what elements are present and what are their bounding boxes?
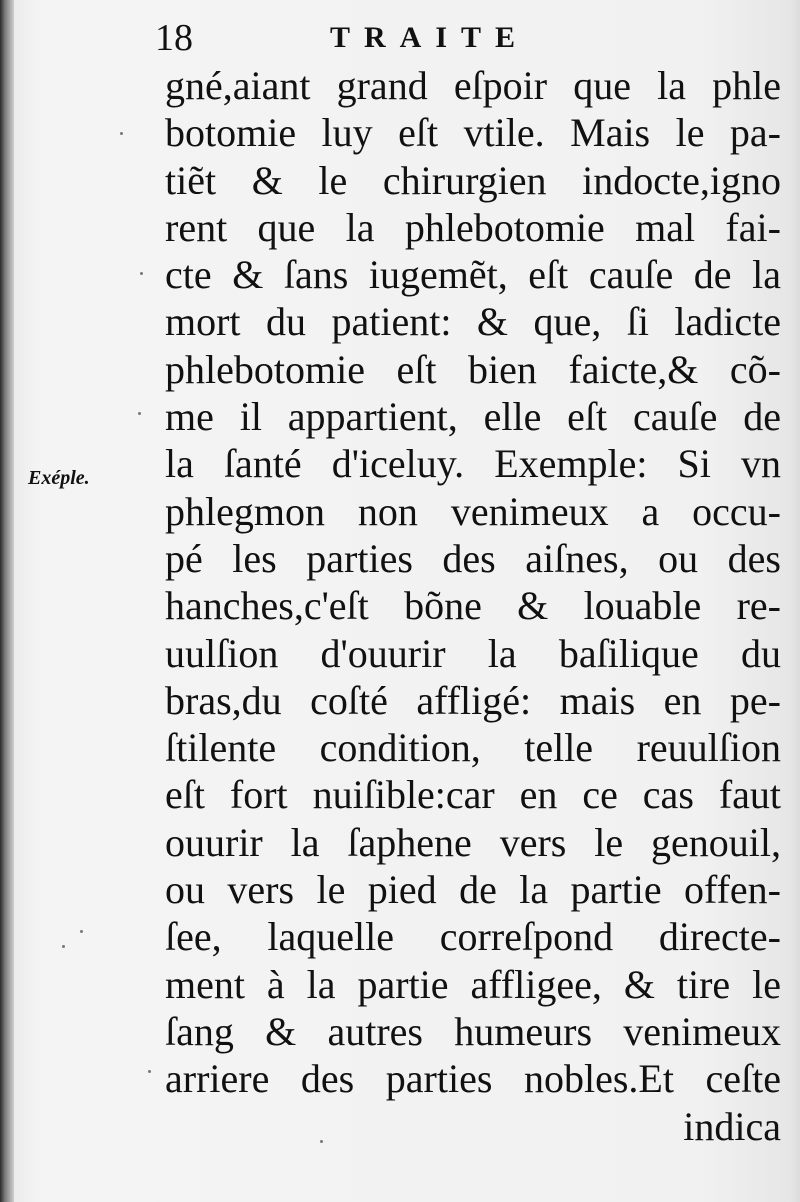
- text-line: ou vers le pied de la partie offen-: [165, 867, 781, 913]
- paper-speck: [320, 1140, 323, 1143]
- text-line: tiẽt & le chirurgien indocte,igno: [165, 157, 781, 203]
- paper-speck: [138, 412, 141, 415]
- text-line: ſang & autres humeurs venimeux: [165, 1008, 781, 1054]
- text-line: ment à la partie affligee, & tire le: [165, 961, 781, 1007]
- text-line: ſtilente condition, telle reuulſion: [165, 725, 781, 771]
- paper-speck: [62, 945, 65, 948]
- text-line: cte & ſans iugemẽt, eſt cauſe de la: [165, 252, 781, 298]
- text-line: arriere des parties nobles.Et ceſte: [165, 1056, 781, 1102]
- text-line: gné,aiant grand eſpoir que la phle: [165, 63, 781, 108]
- text-line: pé les parties des aiſnes, ou des: [165, 535, 781, 581]
- page-gutter: [0, 0, 14, 1202]
- text-line: uulſion d'ouurir la baſilique du: [165, 630, 781, 676]
- text-line: mort du patient: & que, ſi ladicte: [165, 299, 781, 345]
- catchword: indica: [683, 1103, 781, 1149]
- text-line: me il appartient, elle eſt cauſe de: [165, 394, 781, 440]
- text-line: phlebotomie eſt bien faicte,& cõ-: [165, 346, 781, 392]
- text-line: ſee, laquelle correſpond directe-: [165, 914, 781, 960]
- margin-note: Exéple.: [28, 467, 90, 489]
- running-title: TRAITE: [330, 21, 530, 54]
- text-line: hanches,c'eſt bõne & louable re-: [165, 583, 781, 629]
- text-line: ouurir la ſaphene vers le genouil,: [165, 819, 781, 865]
- paper-speck: [148, 1070, 151, 1073]
- text-line: phlegmon non venimeux a occu-: [165, 488, 781, 534]
- text-line: bras,du coſté affligé: mais en pe-: [165, 677, 781, 723]
- text-line: la ſanté d'iceluy. Exemple: Si vn: [165, 441, 781, 487]
- paper-speck: [140, 272, 143, 275]
- text-line: rent que la phlebotomie mal fai-: [165, 204, 781, 250]
- body-text: [165, 62, 781, 1150]
- text-line: botomie luy eſt vtile. Mais le pa-: [165, 110, 781, 156]
- paper-speck: [120, 132, 123, 135]
- page-header: [155, 14, 780, 62]
- paper-speck: [80, 930, 83, 933]
- text-line: eſt fort nuiſible:car en ce cas faut: [165, 772, 781, 818]
- page-number: 18: [155, 17, 193, 59]
